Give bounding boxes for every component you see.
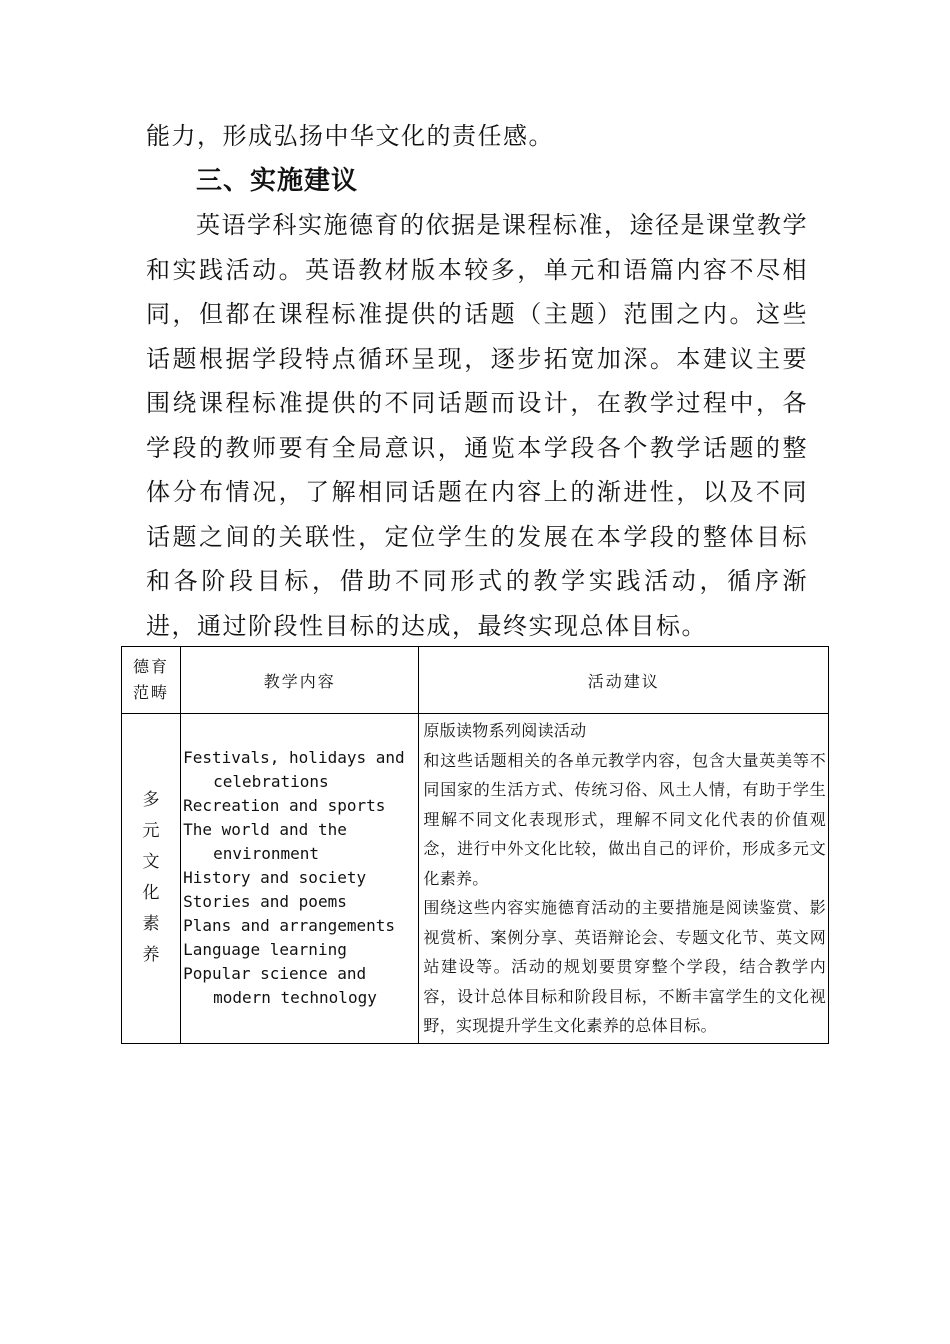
category-char: 化 <box>142 883 160 904</box>
moral-education-table <box>121 646 829 1044</box>
table-row <box>122 714 829 1044</box>
topics-cell <box>181 714 419 1044</box>
header-category-line1: 德育 <box>133 657 170 676</box>
category-char: 养 <box>142 945 160 966</box>
category-char: 多 <box>142 790 160 811</box>
header-content: 教学内容 <box>181 647 419 714</box>
topic-item: History and society <box>183 868 367 888</box>
topic-item: The world and the environment <box>183 820 347 864</box>
activity-paragraph-1: 和这些话题相关的各单元教学内容，包含大量英美等不同国家的生活方式、传统习俗、风土人情，有助于学生理解不同文化表现形式，理解不同文化代表的价值观念，进行中外文化比较，做出自己的评价，形成多元文化素养。 <box>423 750 826 888</box>
topic-item: Recreation and sports <box>183 796 386 816</box>
intro-tail-paragraph: 能力，形成弘扬中华文化的责任感。 <box>146 122 554 150</box>
category-char: 元 <box>142 821 160 842</box>
category-char: 素 <box>142 914 160 935</box>
body-paragraph: 英语学科实施德育的依据是课程标准，途径是课堂教学和实践活动。英语教材版本较多，单元和语篇内容不尽相同，但都在课程标准提供的话题（主题）范围之内。这些话题根据学段特点循环呈现，逐步拓宽加深。本建议主要围绕课程标准提供的不同话题而设计，在教学过程中，各学段的教师要有全局意识，通览本学段各个教学话题的整体分布情况，了解相同话题在内容上的渐进性，以及不同话题之间的关联性，定位学生的发展在本学段的整体目标和各阶段目标，借助不同形式的教学实践活动，循序渐进，通过阶段性目标的达成，最终实现总体目标。 <box>146 211 808 640</box>
topic-item: Stories and poems <box>183 892 347 912</box>
category-char: 文 <box>142 852 160 873</box>
header-category-line2: 范畴 <box>133 683 170 702</box>
topic-item: Plans and arrangements <box>183 916 395 936</box>
header-category <box>122 647 181 714</box>
section-heading: 三、实施建议 <box>196 166 359 196</box>
topic-item: Festivals, holidays and celebrations <box>183 748 405 792</box>
category-cell <box>122 714 181 1044</box>
header-activities: 活动建议 <box>419 647 829 714</box>
topic-item: Language learning <box>183 940 347 960</box>
activity-paragraph-2: 围绕这些内容实施德育活动的主要措施是阅读鉴赏、影视赏析、案例分享、英语辩论会、专题文化节、英文网站建设等。活动的规划要贯穿整个学段，结合教学内容，设计总体目标和阶段目标，不断丰富学生的文化视野，实现提升学生文化素养的总体目标。 <box>423 898 826 1035</box>
topic-item: Popular science and modern technology <box>183 964 377 1008</box>
table-header-row <box>122 647 829 714</box>
activities-cell <box>419 714 829 1044</box>
activity-title: 原版读物系列阅读活动 <box>423 721 587 740</box>
